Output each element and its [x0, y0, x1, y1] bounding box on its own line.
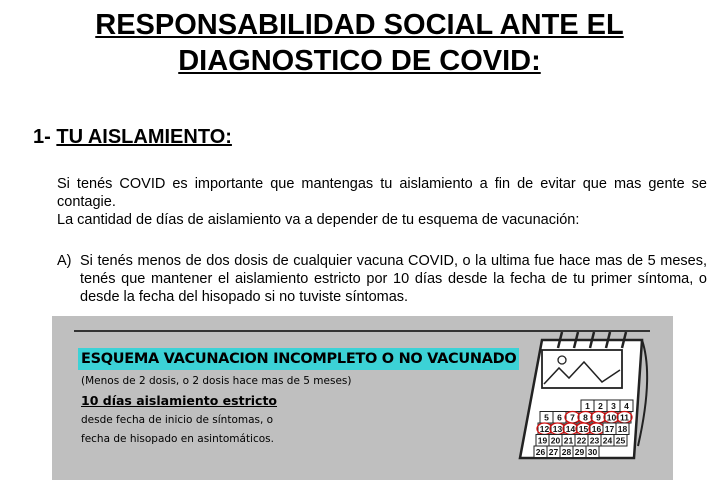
section-number: 1-	[33, 126, 51, 148]
list-marker-a: A)	[57, 253, 72, 269]
calendar-picture	[542, 350, 622, 388]
calendar-day: 5	[544, 412, 549, 423]
page-title-line-1: RESPONSABILIDAD SOCIAL ANTE EL	[95, 9, 624, 41]
calendar-day: 2	[598, 401, 603, 411]
list-text-a: Si tenés menos de dos dosis de cualquier vacuna COVID, o la ultima fue hace mas de 5 meses, tenés que mantener el aislamiento estricto por 10 días desde la fecha de tu primer síntoma, o desde la fecha del hisopado si no tuviste síntomas.	[80, 253, 707, 305]
calendar-day: 8	[583, 412, 588, 423]
intro-paragraph	[57, 175, 707, 229]
infobox-line-1: desde fecha de inicio de síntomas, o	[81, 414, 274, 426]
calendar-day: 12	[539, 424, 550, 434]
calendar-icon	[514, 326, 664, 466]
infobox-heading: ESQUEMA VACUNACION INCOMPLETO O NO VACUNADO	[78, 348, 519, 370]
infobox-days: 10 días aislamiento estricto	[81, 393, 278, 408]
calendar-day: 11	[620, 412, 629, 423]
calendar-day: 26	[535, 447, 546, 457]
calendar-day: 29	[574, 447, 585, 457]
intro-text-2: La cantidad de días de aislamiento va a depender de tu esquema de vacunación:	[57, 212, 580, 228]
calendar-day: 17	[604, 424, 615, 434]
calendar-day: 27	[548, 447, 559, 457]
calendar-day: 10	[606, 412, 617, 423]
calendar-day: 1	[585, 401, 590, 411]
infobox-line-2: fecha de hisopado en asintomáticos.	[81, 433, 274, 445]
calendar-day: 30	[587, 447, 598, 457]
calendar-day: 14	[565, 424, 576, 434]
calendar-day: 22	[576, 435, 587, 446]
calendar-day: 9	[596, 412, 601, 423]
intro-text-1: Si tenés COVID es importante que mantengas tu aislamiento a fin de evitar que mas gente se contagie.	[57, 176, 707, 210]
calendar-day: 19	[537, 435, 548, 446]
calendar-day: 15	[578, 424, 589, 434]
calendar-day: 4	[624, 401, 629, 411]
page-title-line-2: DIAGNOSTICO DE COVID:	[178, 45, 541, 77]
calendar-day: 3	[611, 401, 616, 411]
calendar-day: 23	[589, 435, 600, 446]
section-title: TU AISLAMIENTO:	[56, 126, 232, 148]
calendar-day: 20	[550, 435, 561, 446]
vaccination-infobox	[52, 316, 673, 480]
calendar-day: 18	[617, 424, 628, 434]
calendar-day: 7	[570, 412, 575, 423]
section-heading	[33, 126, 232, 149]
calendar-day: 6	[557, 412, 562, 423]
calendar-day: 28	[561, 447, 572, 457]
calendar-day: 25	[615, 435, 626, 446]
calendar-day: 24	[602, 435, 613, 446]
calendar-day: 13	[552, 424, 563, 434]
calendar-day: 16	[591, 424, 602, 434]
infobox-subheading: (Menos de 2 dosis, o 2 dosis hace mas de 5 meses)	[81, 375, 352, 387]
calendar-day: 21	[563, 435, 574, 446]
